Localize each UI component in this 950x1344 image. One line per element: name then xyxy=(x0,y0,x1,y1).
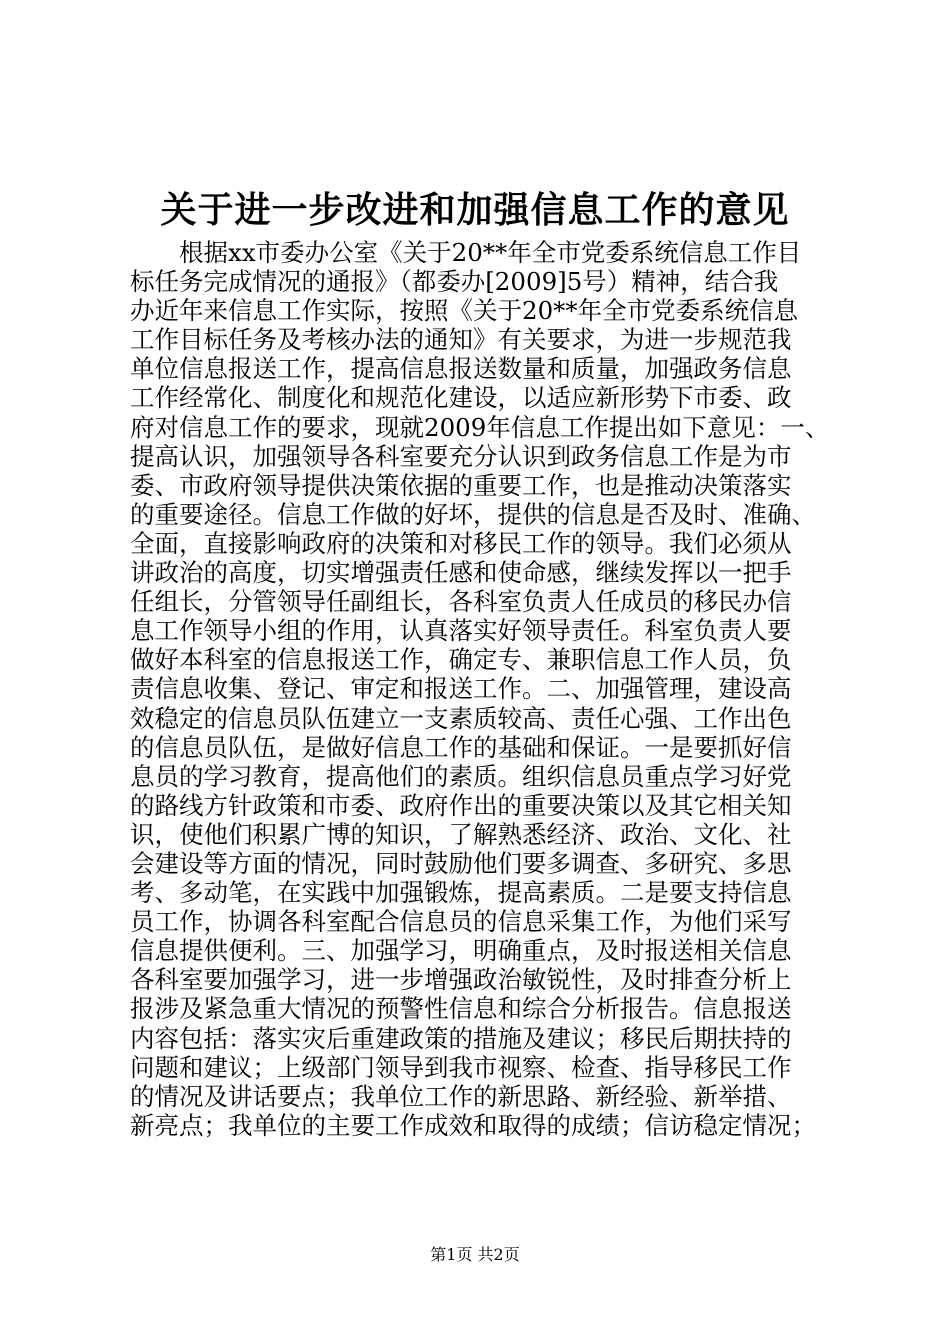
body-line: 讲政治的高度，切实增强责任感和使命感，继续发挥以一把手 xyxy=(130,558,792,588)
body-line: 息员的学习教育，提高他们的素质。组织信息员重点学习好党 xyxy=(130,761,792,791)
body-line: 委、市政府领导提供决策依据的重要工作，也是推动决策落实 xyxy=(130,470,792,500)
body-line: 做好本科室的信息报送工作，确定专、兼职信息工作人员，负 xyxy=(130,645,792,675)
body-line: 内容包括：落实灾后重建政策的措施及建议；移民后期扶持的 xyxy=(130,1023,792,1053)
body-line: 各科室要加强学习，进一步增强政治敏锐性，及时排查分析上 xyxy=(130,965,792,995)
body-line: 责信息收集、登记、审定和报送工作。二、加强管理，建设高 xyxy=(130,674,792,704)
body-line: 全面，直接影响政府的决策和对移民工作的领导。我们必须从 xyxy=(130,528,792,558)
body-line: 新亮点；我单位的主要工作成效和取得的成绩；信访稳定情况； xyxy=(130,1110,816,1140)
body-line: 的信息员队伍，是做好信息工作的基础和保证。一是要抓好信 xyxy=(130,732,792,762)
body-line: 报涉及紧急重大情况的预警性信息和综合分析报告。信息报送 xyxy=(130,994,792,1024)
document-body xyxy=(130,238,830,1140)
body-line: 效稳定的信息员队伍建立一支素质较高、责任心强、工作出色 xyxy=(130,703,792,733)
body-line: 提高认识，加强领导各科室要充分认识到政务信息工作是为市 xyxy=(130,441,792,471)
body-line: 府对信息工作的要求，现就2009年信息工作提出如下意见：一、 xyxy=(130,412,830,442)
body-line: 的重要途径。信息工作做的好坏，提供的信息是否及时、准确、 xyxy=(130,499,816,529)
body-line: 单位信息报送工作，提高信息报送数量和质量，加强政务信息 xyxy=(130,354,792,384)
body-line: 办近年来信息工作实际，按照《关于20**年全市党委系统信息 xyxy=(130,296,799,326)
body-line: 问题和建议；上级部门领导到我市视察、检查、指导移民工作 xyxy=(130,1052,792,1082)
body-line: 任组长，分管领导任副组长，各科室负责人任成员的移民办信 xyxy=(130,587,792,617)
body-line: 息工作领导小组的作用，认真落实好领导责任。科室负责人要 xyxy=(130,616,792,646)
body-line: 信息提供便利。三、加强学习，明确重点，及时报送相关信息 xyxy=(130,936,792,966)
body-line: 工作经常化、制度化和规范化建设，以适应新形势下市委、政 xyxy=(130,383,792,413)
body-line: 的情况及讲话要点；我单位工作的新思路、新经验、新举措、 xyxy=(130,1081,792,1111)
body-line: 工作目标任务及考核办法的通知》有关要求，为进一步规范我 xyxy=(130,325,792,355)
body-line: 员工作，协调各科室配合信息员的信息采集工作，为他们采写 xyxy=(130,907,792,937)
body-line: 的路线方针政策和市委、政府作出的重要决策以及其它相关知 xyxy=(130,790,792,820)
body-line: 标任务完成情况的通报》（都委办[2009]5号）精神，结合我 xyxy=(130,267,779,297)
body-line: 会建设等方面的情况，同时鼓励他们要多调查、多研究、多思 xyxy=(130,848,792,878)
page-number: 第1页 共2页 xyxy=(430,1245,520,1264)
body-line: 识，使他们积累广博的知识，了解熟悉经济、政治、文化、社 xyxy=(130,819,792,849)
body-line: 根据xx市委办公室《关于20**年全市党委系统信息工作目 xyxy=(130,238,802,267)
body-line: 考、多动笔，在实践中加强锻炼，提高素质。二是要支持信息 xyxy=(130,878,792,908)
document-title: 关于进一步改进和加强信息工作的意见 xyxy=(160,189,790,231)
